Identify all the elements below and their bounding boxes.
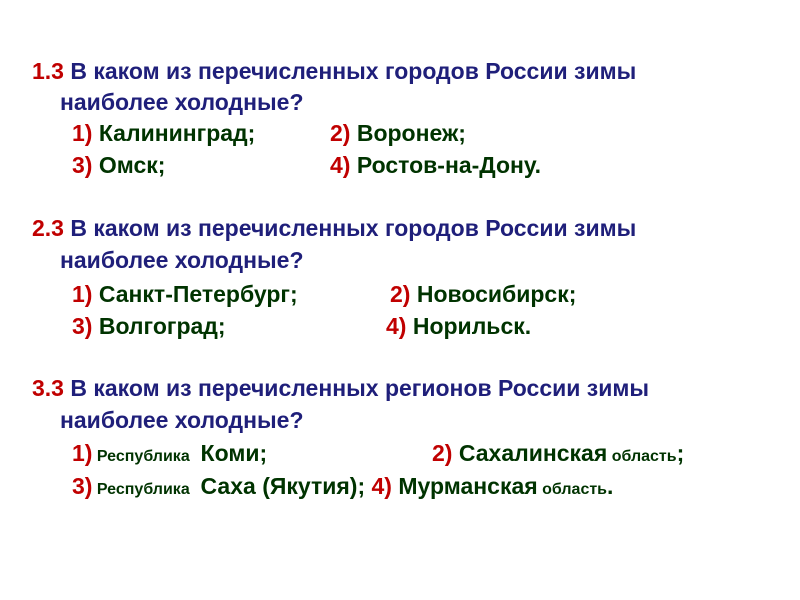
option-1[interactable] [72, 118, 330, 148]
options-row [72, 279, 576, 309]
option-prefix: Республика [92, 481, 195, 498]
option-3[interactable] [72, 471, 365, 505]
option-number: 3) [72, 473, 93, 499]
question-2-title [32, 213, 636, 243]
option-suffix: область [607, 448, 677, 465]
option-end: . [607, 473, 614, 499]
option-number: 4) [371, 473, 392, 499]
option-number: 2) [432, 440, 453, 466]
options-row [72, 118, 466, 148]
option-text: Воронеж; [350, 120, 466, 146]
option-text: Омск; [92, 152, 166, 178]
option-prefix: Республика [92, 448, 195, 465]
option-text: Мурманская [391, 473, 538, 499]
option-number: 4) [386, 313, 407, 339]
option-text: Новосибирск; [410, 281, 577, 307]
question-text: В каком из перечисленных городов России зимы [63, 215, 637, 241]
options-row [72, 150, 541, 180]
option-number: 2) [330, 120, 351, 146]
option-number: 1) [72, 120, 93, 146]
option-text: Ростов-на-Дону. [350, 152, 542, 178]
option-3[interactable] [72, 150, 330, 180]
option-2[interactable] [432, 438, 684, 472]
option-number: 4) [330, 152, 351, 178]
option-number: 1) [72, 440, 93, 466]
option-number: 3) [72, 152, 93, 178]
option-text: Санкт-Петербург; [92, 281, 298, 307]
option-suffix: область [537, 481, 608, 498]
option-end: ; [676, 440, 685, 466]
option-3[interactable] [72, 311, 386, 341]
question-text-continued: наиболее холодные? [60, 407, 304, 433]
option-text: Волгоград; [92, 313, 226, 339]
question-text-continued: наиболее холодные? [60, 89, 304, 115]
option-2[interactable] [390, 279, 576, 309]
option-text: Сахалинская [452, 440, 608, 466]
option-4[interactable] [386, 311, 531, 341]
question-number: 1.3 [32, 58, 64, 84]
question-text-continued: наиболее холодные? [60, 247, 304, 273]
option-1[interactable] [72, 438, 432, 472]
option-text: Коми; [194, 440, 268, 466]
question-number: 3.3 [32, 375, 64, 401]
options-row [72, 311, 531, 341]
option-text: Калининград; [92, 120, 256, 146]
options-row [72, 471, 613, 505]
question-1-title [32, 56, 636, 86]
option-4[interactable] [330, 150, 541, 180]
option-number: 2) [390, 281, 411, 307]
option-text: Норильск. [406, 313, 532, 339]
question-text: В каком из перечисленных регионов России зимы [63, 375, 650, 401]
question-3-title [32, 373, 649, 403]
option-1[interactable] [72, 279, 390, 309]
option-text: Саха (Якутия); [194, 473, 366, 499]
option-4[interactable] [365, 471, 613, 505]
option-2[interactable] [330, 118, 466, 148]
question-number: 2.3 [32, 215, 64, 241]
option-number: 3) [72, 313, 93, 339]
options-row [72, 438, 684, 472]
question-text: В каком из перечисленных городов России зимы [63, 58, 637, 84]
option-number: 1) [72, 281, 93, 307]
